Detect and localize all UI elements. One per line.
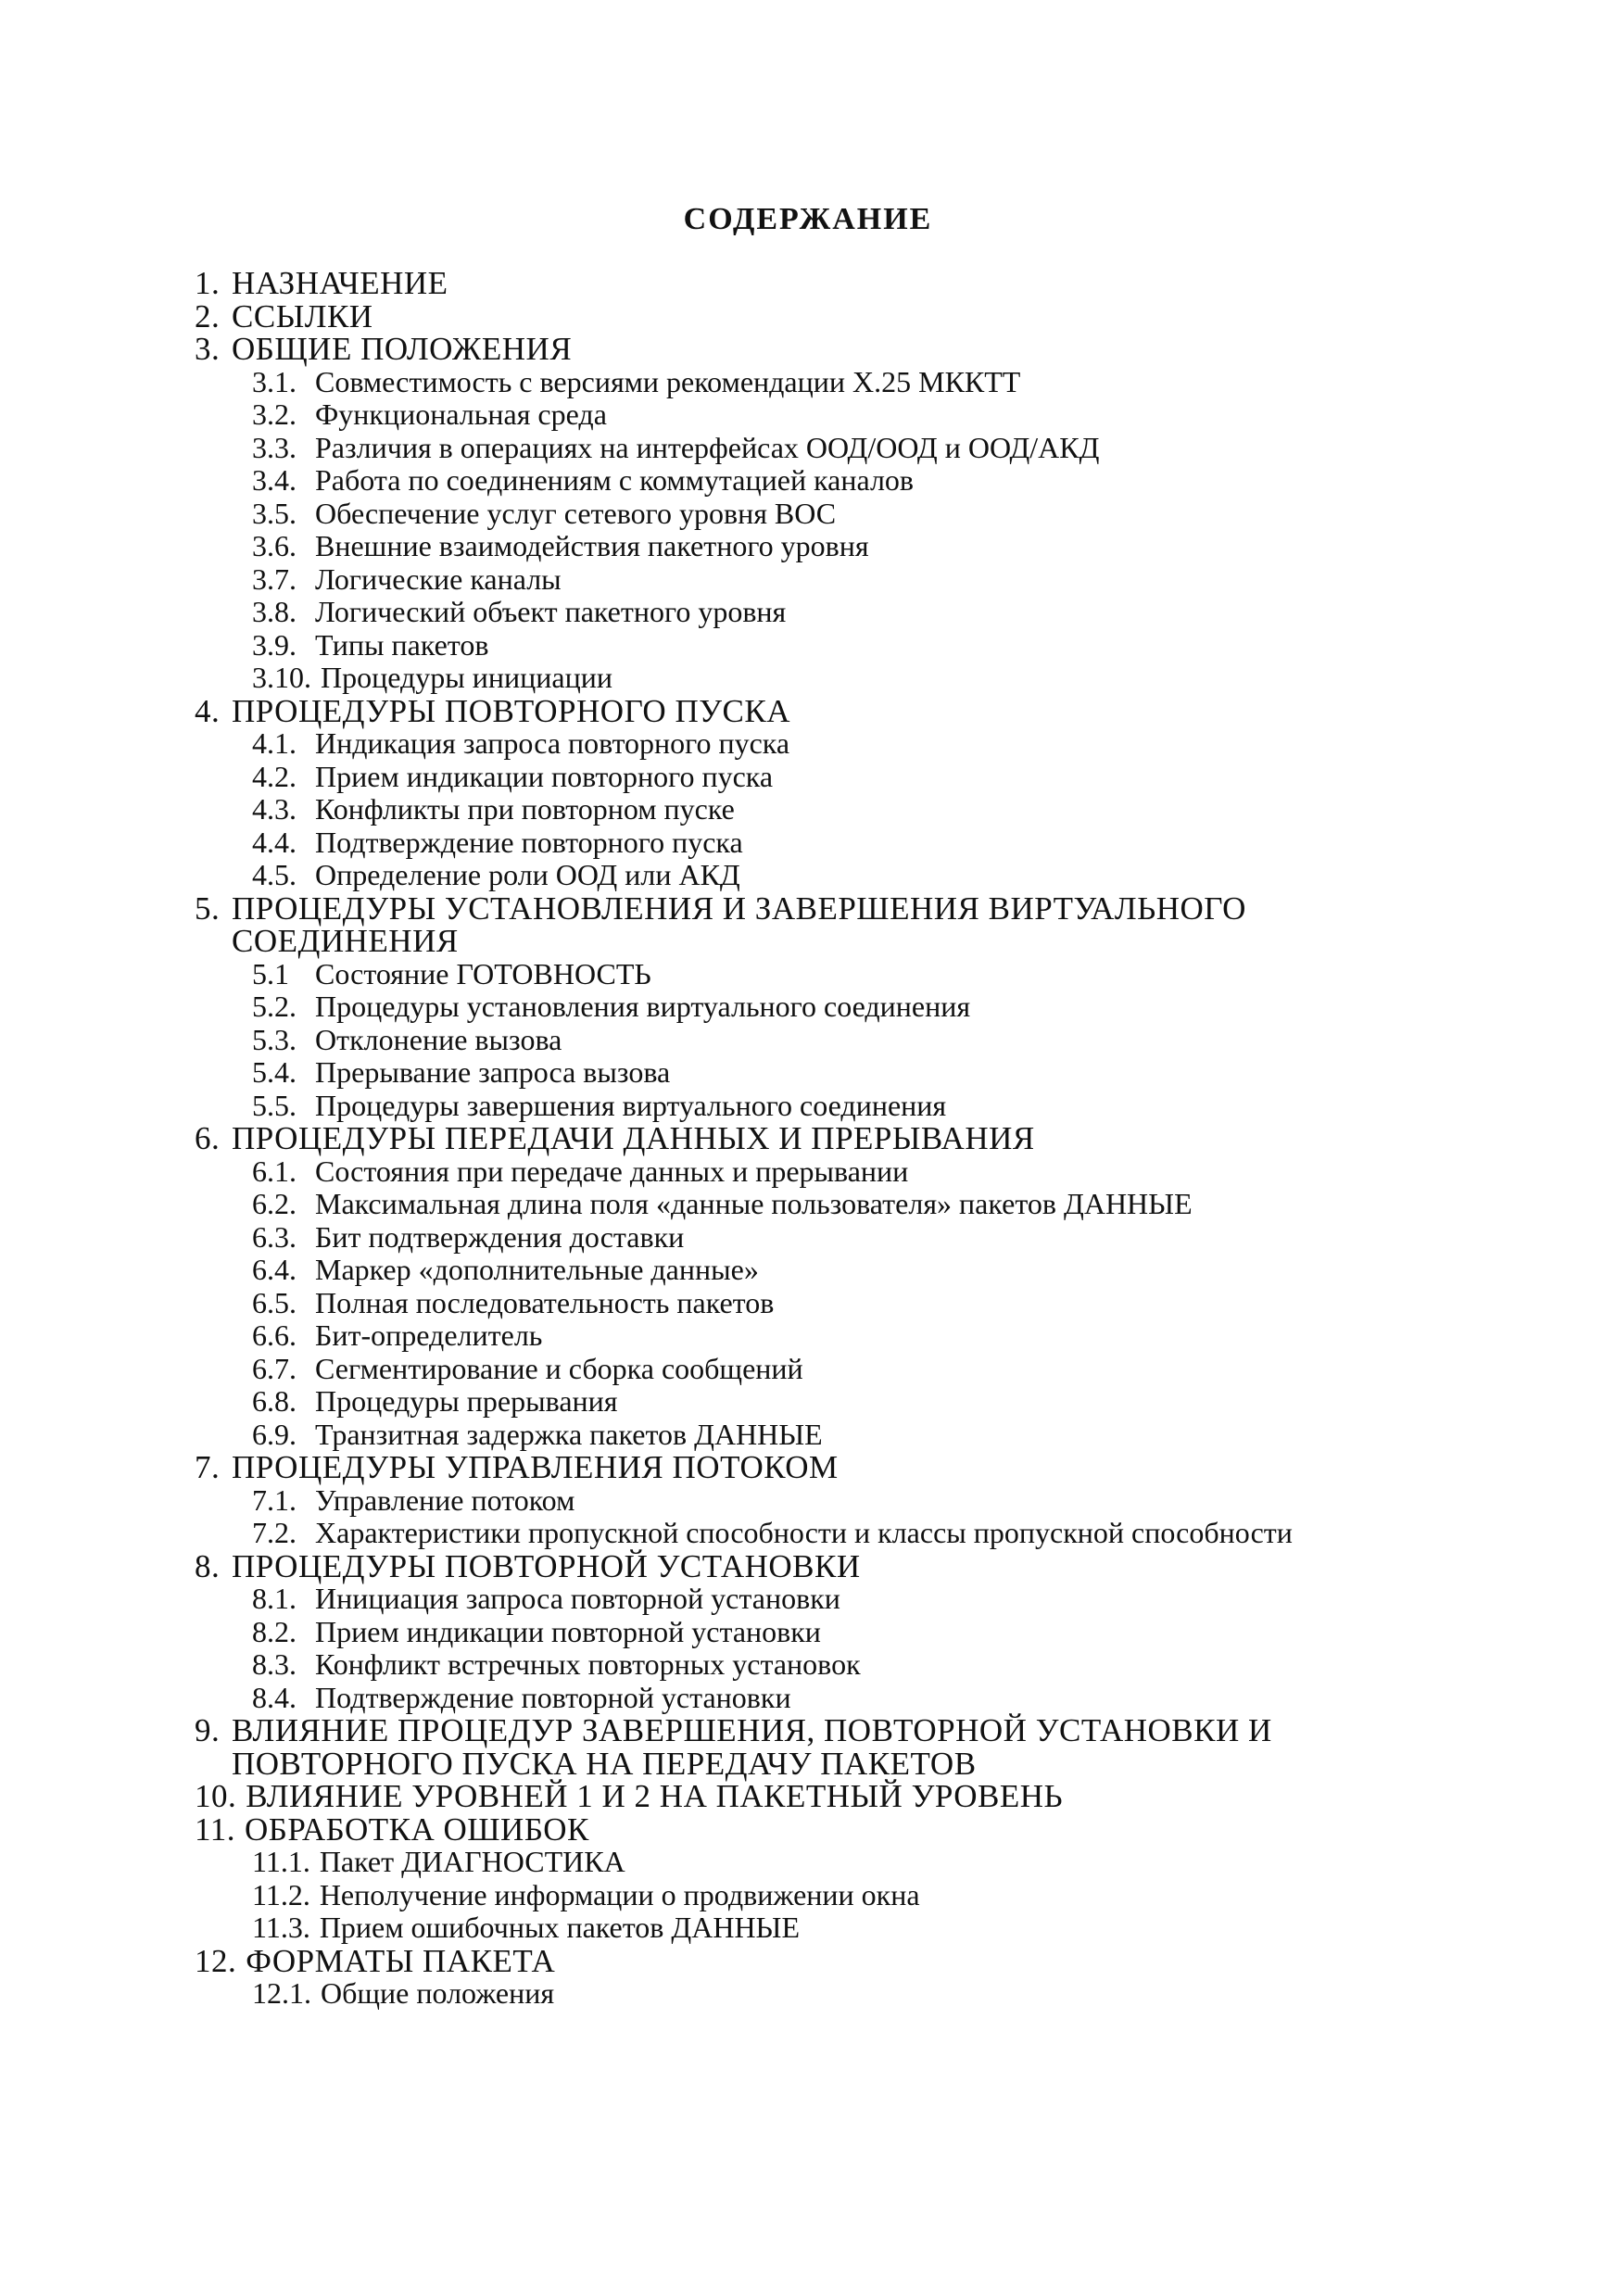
toc-entry-number: 8.3. <box>252 1647 297 1681</box>
toc-entry-number: 6. <box>195 1120 221 1156</box>
toc-entry-text: ОБЩИЕ ПОЛОЖЕНИЯ <box>232 331 573 367</box>
toc-section <box>195 692 1390 729</box>
toc-subsection <box>195 990 1390 1024</box>
toc-entry-number: 11. <box>195 1810 235 1848</box>
toc-entry-text: Логические каналы <box>315 561 562 596</box>
toc-subsection <box>195 530 1390 563</box>
toc-section <box>195 1547 1390 1584</box>
toc-entry-number: 11.1. <box>252 1845 310 1878</box>
toc-entry-number: 6.8. <box>252 1384 297 1418</box>
toc-subsection <box>195 563 1390 597</box>
toc-entry-text: НАЗНАЧЕНИЕ <box>232 265 448 301</box>
toc-subsection <box>195 662 1390 695</box>
toc-entry-text: Процедуры инициации <box>321 661 612 694</box>
toc-section <box>195 1780 1390 1813</box>
toc-entry-text: Неполучение информации о продвижении окна <box>319 1877 920 1911</box>
toc-entry-text: Состояния при передаче данных и прерывании <box>315 1154 909 1188</box>
toc-entry-number: 6.1. <box>252 1154 297 1188</box>
toc-entry-text: ПРОЦЕДУРЫ ПОВТОРНОГО ПУСКА <box>232 692 790 729</box>
toc-entry-number: 3.6. <box>252 529 297 562</box>
toc-entry-text: Обеспечение услуг сетевого уровня ВОС <box>315 496 837 530</box>
toc-entry-text: Совместимость с версиями рекомендации Х.25 МККТТ <box>315 364 1021 398</box>
toc-entry-text: Процедуры установления виртуального соединения <box>315 990 971 1023</box>
toc-entry-text: Подтверждение повторного пуска <box>315 825 743 859</box>
toc-entry-number: 4.1. <box>252 726 297 760</box>
toc-entry-number: 10. <box>195 1778 237 1814</box>
toc-subsection <box>195 498 1390 531</box>
toc-entry-number: 4.3. <box>252 792 297 826</box>
toc-entry-text: Состояние ГОТОВНОСТЬ <box>315 956 651 990</box>
toc-entry-number: 4.2. <box>252 759 297 793</box>
toc-subsection <box>195 958 1390 991</box>
toc-entry-text: ВЛИЯНИЕ УРОВНЕЙ 1 И 2 НА ПАКЕТНЫЙ УРОВЕНЬ <box>246 1778 1064 1814</box>
toc-section <box>195 297 1390 334</box>
toc-subsection <box>195 1188 1390 1221</box>
toc-subsection <box>195 793 1390 826</box>
toc-entry-number: 7. <box>195 1449 221 1485</box>
toc-subsection <box>195 826 1390 860</box>
toc-section <box>195 267 1390 300</box>
toc-entry-text: Бит подтверждения доставки <box>315 1219 685 1254</box>
toc-entry-number: 5.2. <box>252 990 297 1023</box>
toc-entry-number: 6.6. <box>252 1318 297 1352</box>
toc-section <box>195 1942 1390 1979</box>
toc-subsection <box>195 1911 1390 1945</box>
toc-entry-number: 3.5. <box>252 496 297 530</box>
toc-subsection <box>195 1517 1390 1550</box>
toc-entry-number: 12.1. <box>252 1976 311 2010</box>
toc-subsection <box>195 1385 1390 1419</box>
toc-entry-number: 3.8. <box>252 595 297 628</box>
toc-entry-text: ФОРМАТЫ ПАКЕТА <box>246 1942 556 1979</box>
toc-entry-number: 3.3. <box>252 430 297 464</box>
toc-entry-number: 3. <box>195 331 221 367</box>
toc-subsection <box>195 1287 1390 1320</box>
toc-entry-text: Управление потоком <box>315 1482 575 1517</box>
toc-entry-number: 5.1 <box>252 956 289 990</box>
toc-entry-number: 6.9. <box>252 1417 297 1451</box>
toc-entry-number: 3.7. <box>252 561 297 596</box>
toc-entry-text: Логический объект пакетного уровня <box>315 595 787 628</box>
toc-subsection <box>195 727 1390 761</box>
toc-entry-number: 4.4. <box>252 825 297 859</box>
toc-subsection <box>195 1484 1390 1518</box>
toc-subsection <box>195 432 1390 465</box>
toc-subsection <box>195 761 1390 794</box>
toc-subsection <box>195 596 1390 629</box>
toc-subsection <box>195 398 1390 432</box>
toc-entry-text: Индикация запроса повторного пуска <box>315 726 790 760</box>
toc-entry-text: Отклонение вызова <box>315 1022 562 1056</box>
toc-subsection <box>195 366 1390 399</box>
toc-subsection <box>195 1090 1390 1123</box>
toc-entry-number: 8. <box>195 1547 221 1584</box>
toc-entry-text: Прием индикации повторного пуска <box>315 759 774 793</box>
toc-entry-number: 1. <box>195 265 221 301</box>
toc-entry-text: Сегментирование и сборка сообщений <box>315 1351 803 1385</box>
toc-entry-text: Подтверждение повторной установки <box>315 1680 791 1714</box>
toc-entry-text: Максимальная длина поля «данные пользователя» пакетов ДАННЫЕ <box>315 1187 1193 1220</box>
toc-subsection <box>195 1024 1390 1057</box>
toc-subsection <box>195 859 1390 892</box>
toc-entry-text: Пакет ДИАГНОСТИКА <box>319 1845 625 1878</box>
toc-entry-text: Прием ошибочных пакетов ДАННЫЕ <box>319 1911 800 1944</box>
toc-subsection <box>195 1221 1390 1255</box>
toc-entry-number: 3.2. <box>252 397 297 431</box>
toc-section <box>195 1810 1390 1848</box>
toc-entry-text: Различия в операциях на интерфейсах ООД/ООД и ООД/АКД <box>315 430 1100 464</box>
toc-entry-number: 9. <box>195 1712 221 1748</box>
toc-entry-text: Процедуры прерывания <box>315 1384 618 1418</box>
toc-entry-text: Процедуры завершения виртуального соединения <box>315 1088 947 1122</box>
toc-subsection <box>195 1254 1390 1287</box>
toc-entry-number: 8.2. <box>252 1614 297 1648</box>
page-title: СОДЕРЖАНИЕ <box>683 202 933 236</box>
toc-entry-number: 2. <box>195 297 221 334</box>
toc-entry-number: 8.4. <box>252 1680 297 1714</box>
toc-subsection <box>195 629 1390 662</box>
toc-subsection <box>195 1682 1390 1715</box>
table-of-contents <box>195 267 1390 2011</box>
toc-entry-text: Работа по соединениям с коммутацией каналов <box>315 463 915 497</box>
toc-entry-number: 6.5. <box>252 1285 297 1319</box>
toc-entry-number: 4.5. <box>252 858 297 891</box>
toc-section <box>195 333 1390 366</box>
toc-entry-text: Прерывание запроса вызова <box>315 1055 671 1089</box>
toc-entry-number: 6.7. <box>252 1351 297 1385</box>
toc-entry-number: 11.2. <box>252 1877 310 1911</box>
toc-entry-number: 5.3. <box>252 1022 297 1056</box>
toc-entry-number: 8.1. <box>252 1582 297 1615</box>
toc-entry-number: 5.5. <box>252 1088 297 1122</box>
toc-entry-text: ВЛИЯНИЕ ПРОЦЕДУР ЗАВЕРШЕНИЯ, ПОВТОРНОЙ УСТАНОВКИ И ПОВТОРНОГО ПУСКА НА ПЕРЕДАЧУ ПАКЕТОВ <box>232 1712 1272 1782</box>
toc-entry-number: 5.4. <box>252 1055 297 1089</box>
toc-entry-text: Определение роли ООД или АКД <box>315 858 740 891</box>
toc-entry-text: Конфликт встречных повторных установок <box>315 1647 861 1681</box>
toc-entry-text: Маркер «дополнительные данные» <box>315 1253 759 1286</box>
toc-entry-number: 3.4. <box>252 463 297 497</box>
toc-entry-text: Конфликты при повторном пуске <box>315 792 735 826</box>
toc-entry-number: 6.4. <box>252 1253 297 1286</box>
toc-entry-number: 6.2. <box>252 1187 297 1220</box>
toc-entry-text: Прием индикации повторной установки <box>315 1614 821 1648</box>
toc-subsection <box>195 1353 1390 1386</box>
toc-subsection <box>195 1056 1390 1090</box>
toc-subsection <box>195 1583 1390 1616</box>
toc-entry-number: 11.3. <box>252 1911 310 1944</box>
toc-subsection <box>195 1977 1390 2011</box>
toc-entry-number: 6.3. <box>252 1219 297 1254</box>
toc-entry-text: Функциональная среда <box>315 397 607 431</box>
toc-entry-text: ПРОЦЕДУРЫ ПЕРЕДАЧИ ДАННЫХ И ПРЕРЫВАНИЯ <box>232 1120 1035 1156</box>
toc-subsection <box>195 1648 1390 1682</box>
toc-subsection <box>195 464 1390 498</box>
toc-section <box>195 1451 1390 1484</box>
toc-entry-number: 3.9. <box>252 627 297 662</box>
toc-section <box>195 889 1390 959</box>
toc-subsection <box>195 1879 1390 1912</box>
toc-entry-text: Полная последовательность пакетов <box>315 1285 775 1319</box>
toc-entry-text: Бит-определитель <box>315 1318 543 1352</box>
toc-entry-text: ПРОЦЕДУРЫ УСТАНОВЛЕНИЯ И ЗАВЕРШЕНИЯ ВИРТУАЛЬНОГО СОЕДИНЕНИЯ <box>232 889 1246 959</box>
toc-subsection <box>195 1319 1390 1353</box>
toc-entry-number: 3.10. <box>252 661 311 694</box>
toc-subsection <box>195 1155 1390 1189</box>
toc-section <box>195 1122 1390 1155</box>
toc-section <box>195 1714 1390 1780</box>
toc-entry-number: 4. <box>195 692 221 729</box>
toc-entry-text: Типы пакетов <box>315 627 489 662</box>
toc-entry-number: 7.1. <box>252 1482 297 1517</box>
toc-entry-text: ПРОЦЕДУРЫ ПОВТОРНОЙ УСТАНОВКИ <box>232 1547 861 1584</box>
toc-entry-number: 5. <box>195 889 221 927</box>
toc-subsection <box>195 1419 1390 1452</box>
toc-entry-number: 12. <box>195 1942 237 1979</box>
toc-entry-text: ССЫЛКИ <box>232 297 373 334</box>
toc-subsection <box>195 1846 1390 1879</box>
toc-entry-text: Инициация запроса повторной установки <box>315 1582 840 1615</box>
toc-subsection <box>195 1616 1390 1649</box>
toc-entry-text: ОБРАБОТКА ОШИБОК <box>244 1810 589 1848</box>
toc-entry-text: Характеристики пропускной способности и классы пропускной способности <box>315 1516 1293 1549</box>
toc-entry-text: Общие положения <box>321 1976 555 2010</box>
toc-entry-number: 3.1. <box>252 364 297 398</box>
toc-entry-number: 7.2. <box>252 1516 297 1549</box>
toc-entry-text: Внешние взаимодействия пакетного уровня <box>315 529 869 562</box>
toc-entry-text: ПРОЦЕДУРЫ УПРАВЛЕНИЯ ПОТОКОМ <box>232 1449 839 1485</box>
toc-entry-text: Транзитная задержка пакетов ДАННЫЕ <box>315 1417 823 1451</box>
